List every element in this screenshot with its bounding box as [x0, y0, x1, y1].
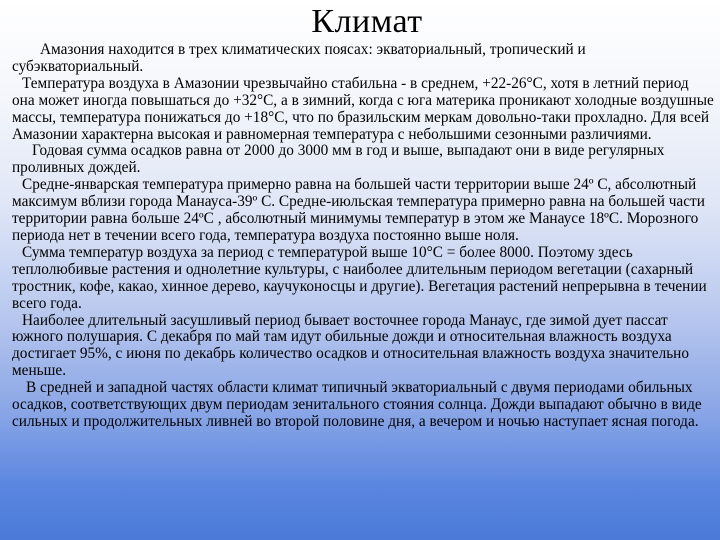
paragraph-temperature-sum: Сумма температур воздуха за период с температурой выше 10°С = более 8000. Поэтому здесь теплолюбивые растения и однолетние культуры, с наиболее длительным периодом вегетации (сахарный тростник, кофе, какао, хинное дерево, каучуконосцы и другие). Вегетация растений непрерывна в течении всего года.: [12, 243, 707, 312]
paragraph-air-temperature: Температура воздуха в Амазонии чрезвычайно стабильна - в среднем, +22-26°С, хотя в летний период она может иногда повышаться до +32°С, а в зимний, когда с юга материка проникают холодные воздушные массы, температура понижаться до +18°С, что по бразильским меркам довольно-таки прохладно. Для всей Амазонии характерна высокая и равномерная температура с небольшими сезонными различиями.: [12, 74, 714, 143]
slide-title: Климат: [311, 3, 423, 40]
paragraph-january-july-temperature: Средне-январская температура примерно равна на большей части территории выше 24º С, абсолютный максимум вблизи города Манауса-39º С. Средне-июльская температура примерно равна на большей части территории равна больше 24ºС , абсолютный минимумы температур в этом же Манаусе 18ºС. Морозного периода нет в течении всего года, температура воздуха постоянно выше ноля.: [12, 176, 705, 244]
slide-body: [12, 42, 714, 431]
paragraph-equatorial-climate: В средней и западной частях области климат типичный экваториальный с двумя периодами обильных осадков, соответствующих двум периодам зенитального стояния солнца. Дожди выпадают обычно в виде сильных и продолжительных ливней во второй половине дня, а вечером и ночью наступает ясная погода.: [12, 379, 702, 430]
paragraph-precipitation: Годовая сумма осадков равна от 2000 до 3000 мм в год и выше, выпадают они в виде регулярных проливных дождей.: [12, 142, 665, 177]
paragraph-climate-zones: Амазония находится в трех климатических поясах: экваториальный, тропический и субэкваториальный.: [12, 41, 586, 75]
paragraph-dry-period: Наиболее длительный засушливый период бывает восточнее города Манаус, где зимой дует пассат южного полушария. С декабря по май там идут обильные дожди и относительная влажность воздуха достигает 95%, с июня по декабрь количество осадков и относительная влажность воздуха значительно меньше.: [12, 311, 690, 380]
